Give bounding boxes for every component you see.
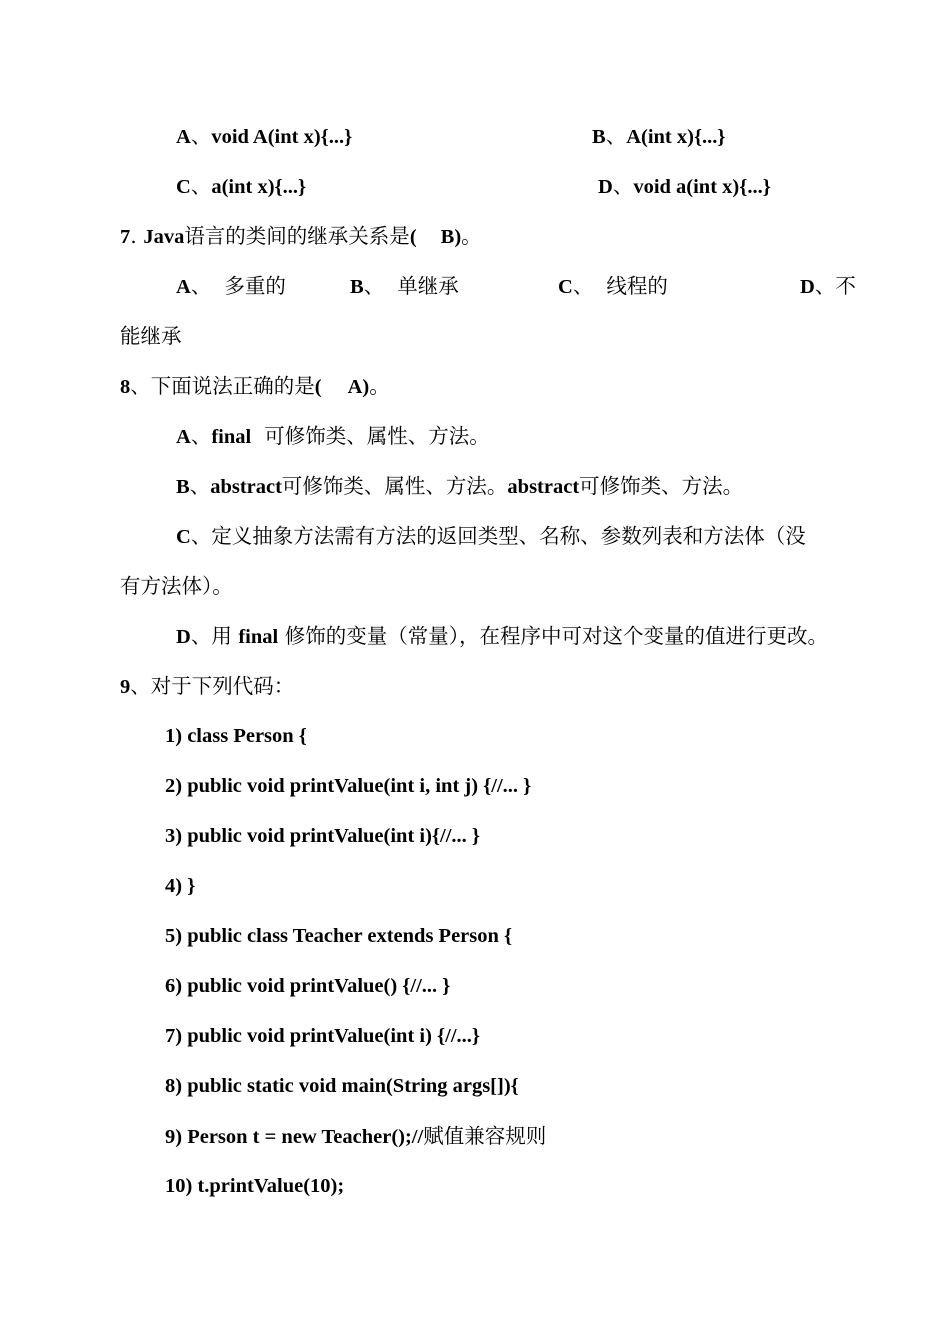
option-letter: D [598,176,613,198]
q7-option-b: B、 单继承 [350,274,459,298]
code-line: 8) public static void main(String args[]){ [165,1075,519,1097]
q7-option-d-continued: 能继承 [120,324,182,348]
answer: A) [347,376,370,398]
q9-stem: 9、对于下列代码： [120,674,295,698]
q6-option-c: C、a(int x){...} [176,174,307,198]
q7-stem: 7. Java语言的类间的继承关系是( B)。 [120,224,482,248]
option-text: A(int x){...} [626,126,726,148]
option-text: a(int x){...} [211,176,307,198]
code-line: 10) t.printValue(10); [165,1175,345,1197]
q8-option-d: D、用 final 修饰的变量（常量），在程序中可对这个变量的值进行更改。 [176,624,828,648]
q8-option-a: A、final 可修饰类、属性、方法。 [176,424,490,448]
q8-stem: 8、下面说法正确的是( A)。 [120,374,390,398]
option-letter: C [176,176,191,198]
option-text: void a(int x){...} [633,176,771,198]
option-letter: B [592,126,606,148]
option-text: void A(int x){...} [211,126,353,148]
q7-option-a: A、 多重的 [176,274,286,298]
code-line: 5) public class Teacher extends Person { [165,925,513,947]
q8-option-c-continued: 有方法体）。 [120,574,233,598]
question-number: 9 [120,676,131,698]
q6-option-d: D、void a(int x){...} [598,174,771,198]
answer: B) [440,226,462,248]
option-letter: A [176,126,191,148]
code-line: 2) public void printValue(int i, int j) {//... } [165,775,532,797]
code-line: 1) class Person { [165,725,307,747]
question-number: 8 [120,376,131,398]
q8-option-c: C、定义抽象方法需有方法的返回类型、名称、参数列表和方法体（没 [176,524,806,548]
code-line: 9) Person t = new Teacher();//赋值兼容规则 [165,1124,547,1148]
question-number: 7 [120,226,131,248]
code-comment: 赋值兼容规则 [423,1124,547,1148]
q6-option-b: B、A(int x){...} [592,124,726,148]
q6-option-a: A、void A(int x){...} [176,124,353,148]
code-line: 7) public void printValue(int i) {//...} [165,1025,480,1047]
code-line: 3) public void printValue(int i){//... } [165,825,480,847]
q8-option-b: B、abstract可修饰类、属性、方法。abstract可修饰类、方法。 [176,474,744,498]
code-line: 6) public void printValue() {//... } [165,975,451,997]
q7-option-d: D、不 [800,274,856,298]
q7-option-c: C、 线程的 [558,274,668,298]
code-line: 4) } [165,875,196,897]
